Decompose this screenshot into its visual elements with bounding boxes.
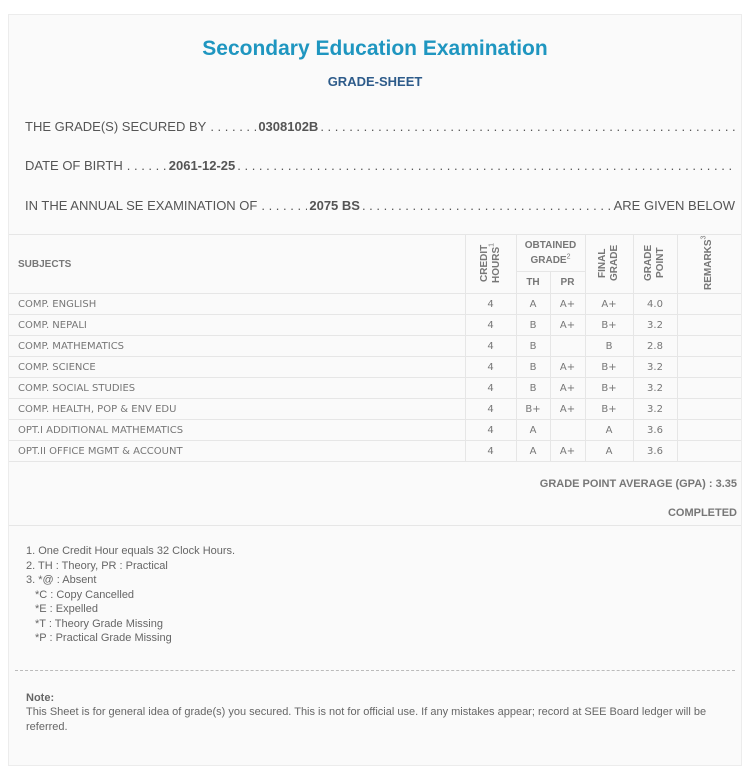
cell-th: A bbox=[516, 441, 550, 462]
table-row bbox=[9, 441, 741, 462]
header-pr: PR bbox=[550, 272, 585, 294]
cell-subject: OPT.II OFFICE MGMT & ACCOUNT bbox=[9, 441, 465, 462]
cell-pr bbox=[550, 336, 585, 357]
exam-year: 2075 BS bbox=[309, 198, 360, 213]
cell-subject: COMP. SCIENCE bbox=[9, 357, 465, 378]
exam-line bbox=[25, 198, 735, 213]
results-section bbox=[9, 234, 741, 735]
cell-final: A bbox=[585, 420, 633, 441]
dashed-divider bbox=[15, 670, 735, 671]
cell-remarks bbox=[677, 399, 741, 420]
cell-subject: COMP. HEALTH, POP & ENV EDU bbox=[9, 399, 465, 420]
cell-credit: 4 bbox=[465, 294, 516, 315]
cell-th: B+ bbox=[516, 399, 550, 420]
cell-th: B bbox=[516, 336, 550, 357]
cell-gp: 3.2 bbox=[633, 399, 677, 420]
cell-th: B bbox=[516, 315, 550, 336]
page-title: Secondary Education Examination bbox=[202, 37, 548, 60]
cell-gp: 3.2 bbox=[633, 378, 677, 399]
cell-remarks bbox=[677, 294, 741, 315]
cell-pr: A+ bbox=[550, 441, 585, 462]
footnote: 1. One Credit Hour equals 32 Clock Hours. bbox=[26, 545, 236, 557]
gpa-value: GRADE POINT AVERAGE (GPA) : 3.35 bbox=[539, 478, 737, 490]
header-remarks: REMARKS$^3$ bbox=[677, 235, 741, 294]
cell-pr: A+ bbox=[550, 294, 585, 315]
cell-subject: COMP. NEPALI bbox=[9, 315, 465, 336]
cell-gp: 3.6 bbox=[633, 420, 677, 441]
secured-by-line bbox=[25, 119, 735, 134]
cell-subject: COMP. MATHEMATICS bbox=[9, 336, 465, 357]
footnote: 3. *@ : Absent bbox=[26, 574, 97, 586]
cell-pr: A+ bbox=[550, 315, 585, 336]
table-row bbox=[9, 294, 741, 315]
cell-pr: A+ bbox=[550, 357, 585, 378]
exam-suffix: ARE GIVEN BELOW bbox=[613, 198, 735, 213]
cell-gp: 3.6 bbox=[633, 441, 677, 462]
cell-final: B+ bbox=[585, 399, 633, 420]
leader-dots bbox=[237, 158, 735, 173]
grade-table bbox=[9, 234, 741, 462]
cell-pr: A+ bbox=[550, 399, 585, 420]
leader-dots bbox=[261, 198, 307, 213]
leader-dots bbox=[362, 198, 614, 213]
cell-gp: 4.0 bbox=[633, 294, 677, 315]
dob-line bbox=[25, 158, 735, 173]
cell-credit: 4 bbox=[465, 336, 516, 357]
dob-label: DATE OF BIRTH bbox=[25, 158, 123, 173]
cell-th: A bbox=[516, 294, 550, 315]
divider bbox=[9, 525, 741, 526]
cell-final: A bbox=[585, 441, 633, 462]
cell-final: A+ bbox=[585, 294, 633, 315]
cell-gp: 3.2 bbox=[633, 315, 677, 336]
cell-remarks bbox=[677, 336, 741, 357]
header-obtained-grade: OBTAINED GRADE$^2$ bbox=[516, 235, 585, 272]
footnotes bbox=[9, 544, 741, 646]
note-heading: Note: bbox=[26, 691, 55, 704]
cell-remarks bbox=[677, 315, 741, 336]
footnote: *P : Practical Grade Missing bbox=[35, 632, 172, 644]
exam-label: IN THE ANNUAL SE EXAMINATION OF bbox=[25, 198, 258, 213]
footnote: 2. TH : Theory, PR : Practical bbox=[26, 559, 168, 572]
cell-final: B+ bbox=[585, 378, 633, 399]
table-row bbox=[9, 378, 741, 399]
cell-credit: 4 bbox=[465, 399, 516, 420]
cell-subject: COMP. ENGLISH bbox=[9, 294, 465, 315]
table-row bbox=[9, 336, 741, 357]
cell-th: B bbox=[516, 357, 550, 378]
table-row bbox=[9, 357, 741, 378]
secured-label: THE GRADE(S) SECURED BY bbox=[25, 119, 207, 134]
footnote: *C : Copy Cancelled bbox=[35, 588, 135, 601]
cell-th: B bbox=[516, 378, 550, 399]
cell-th: A bbox=[516, 420, 550, 441]
cell-remarks bbox=[677, 420, 741, 441]
leader-dots bbox=[210, 119, 256, 134]
cell-credit: 4 bbox=[465, 357, 516, 378]
cell-remarks bbox=[677, 378, 741, 399]
header-credit-hours: CREDIT HOURS$^1$ bbox=[465, 235, 516, 294]
cell-credit: 4 bbox=[465, 315, 516, 336]
footnote: *T : Theory Grade Missing bbox=[35, 617, 163, 630]
note-text: This Sheet is for general idea of grade(s) you secured. This is not for official use. If any mistakes appear; record at SEE Board ledger will be referred. bbox=[26, 705, 707, 733]
table-row bbox=[9, 399, 741, 420]
dob-value: 2061-12-25 bbox=[168, 158, 236, 173]
cell-final: B+ bbox=[585, 315, 633, 336]
table-row bbox=[9, 315, 741, 336]
header-subjects: SUBJECTS bbox=[9, 235, 465, 294]
cell-gp: 2.8 bbox=[633, 336, 677, 357]
cell-gp: 3.2 bbox=[633, 357, 677, 378]
result-status: COMPLETED bbox=[667, 507, 737, 519]
header-th: TH bbox=[516, 272, 550, 294]
cell-pr: A+ bbox=[550, 378, 585, 399]
cell-final: B+ bbox=[585, 357, 633, 378]
cell-credit: 4 bbox=[465, 441, 516, 462]
cell-remarks bbox=[677, 357, 741, 378]
cell-final: B bbox=[585, 336, 633, 357]
cell-subject: OPT.I ADDITIONAL MATHEMATICS bbox=[9, 420, 465, 441]
leader-dots bbox=[320, 119, 735, 134]
cell-credit: 4 bbox=[465, 378, 516, 399]
cell-pr bbox=[550, 420, 585, 441]
page-subtitle: GRADE-SHEET bbox=[327, 74, 423, 89]
footnote: *E : Expelled bbox=[35, 603, 98, 615]
symbol-number: 0308102B bbox=[258, 119, 319, 134]
leader-dots bbox=[127, 158, 167, 173]
table-row bbox=[9, 420, 741, 441]
cell-remarks bbox=[677, 441, 741, 462]
cell-credit: 4 bbox=[465, 420, 516, 441]
cell-subject: COMP. SOCIAL STUDIES bbox=[9, 378, 465, 399]
header-final-grade: FINAL GRADE bbox=[585, 235, 633, 294]
grade-sheet bbox=[8, 14, 742, 766]
header-grade-point: GRADE POINT bbox=[633, 235, 677, 294]
